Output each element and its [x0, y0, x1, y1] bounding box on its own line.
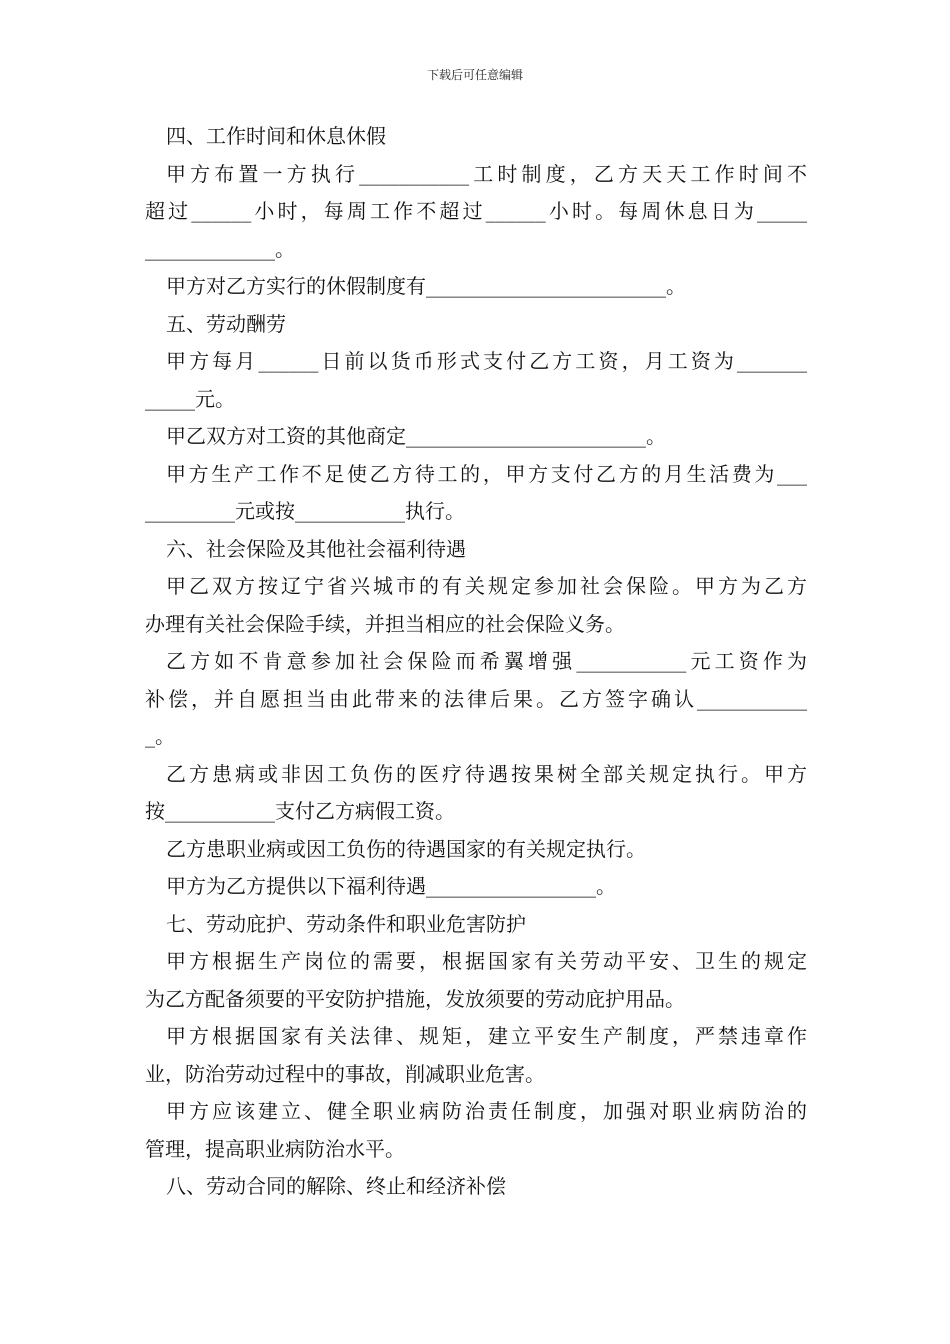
text-line: 为乙方配备须要的平安防护措施，发放须要的劳动庇护用品。 — [145, 986, 685, 1011]
text-line: 七、劳动庇护、劳动条件和职业危害防护 — [166, 911, 526, 936]
text-line: 按___________支付乙方病假工资。 — [145, 799, 455, 823]
text-line: 超过______小时，每周工作不超过______小时。每周休息日为_____ — [145, 199, 807, 223]
text-line: 甲方生产工作不足使乙方待工的，甲方支付乙方的月生活费为___ — [166, 461, 807, 486]
text-line: 六、社会保险及其他社会福利待遇 — [166, 536, 466, 561]
text-line: 甲乙双方对工资的其他商定________________________。 — [166, 424, 666, 448]
text-line: 甲方每月______日前以货币形式支付乙方工资，月工资为_______ — [166, 349, 807, 373]
page-header: 下载后可任意编辑 — [426, 68, 523, 82]
text-line: 甲方根据生产岗位的需要，根据国家有关劳动平安、卫生的规定 — [166, 949, 807, 973]
text-line: 甲方布置一方执行___________工时制度，乙方天天工作时间不 — [166, 161, 807, 186]
text-line: _____元。 — [145, 386, 235, 411]
text-line: 甲方根据国家有关法律、规矩，建立平安生产制度，严禁违章作 — [166, 1024, 807, 1048]
text-line: 甲乙双方按辽宁省兴城市的有关规定参加社会保险。甲方为乙方 — [166, 574, 807, 598]
text-line: _____________。 — [145, 236, 295, 261]
text-line: 乙方患病或非因工负伤的医疗待遇按果树全部关规定执行。甲方 — [166, 761, 807, 786]
text-line: 补偿，并自愿担当由此带来的法律后果。乙方签字确认___________ — [145, 686, 807, 711]
text-line: 甲方应该建立、健全职业病防治责任制度，加强对职业病防治的 — [166, 1099, 807, 1123]
text-line: 办理有关社会保险手续，并担当相应的社会保险义务。 — [145, 611, 625, 636]
text-line: 四、工作时间和休息休假 — [166, 124, 386, 148]
text-line: 五、劳动酬劳 — [166, 311, 286, 336]
text-line: 八、劳动合同的解除、终止和经济补偿 — [166, 1174, 506, 1198]
document-body — [145, 118, 807, 1206]
text-line: 甲方为乙方提供以下福利待遇_________________。 — [166, 874, 616, 898]
text-line: 甲方对乙方实行的休假制度有________________________。 — [166, 274, 686, 298]
text-line: 乙方如不肯意参加社会保险而希翼增强___________元工资作为 — [166, 649, 807, 673]
text-line: _________元或按___________执行。 — [145, 499, 465, 523]
text-line: 业，防治劳动过程中的事故，削减职业危害。 — [145, 1061, 545, 1086]
text-line: 管理，提高职业病防治水平。 — [145, 1136, 405, 1161]
text-line: 乙方患职业病或因工负伤的待遇国家的有关规定执行。 — [166, 836, 646, 861]
text-line: _。 — [145, 724, 175, 748]
